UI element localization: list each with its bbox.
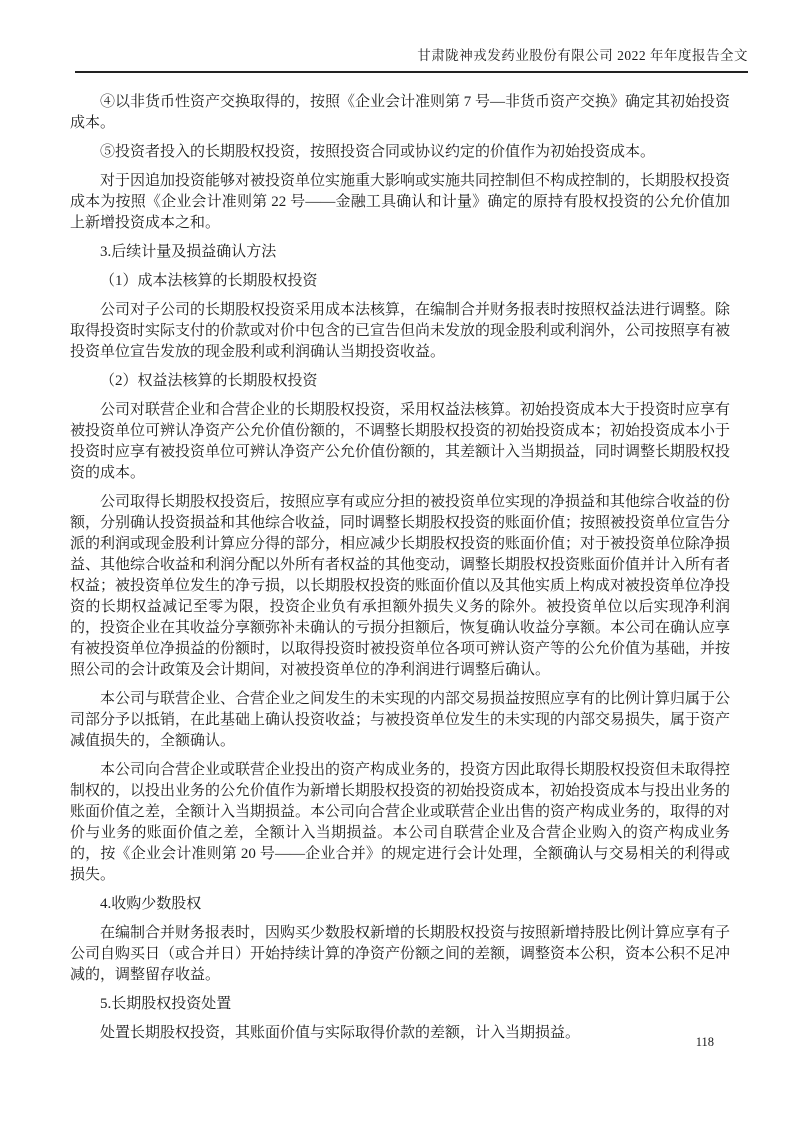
paragraph-circled-5: ⑤投资者投入的长期股权投资，按照投资合同或协议约定的价值作为初始投资成本。 — [100, 144, 656, 160]
heading-subsequent-measurement: 3.后续计量及损益确认方法 — [100, 244, 277, 260]
paragraph-additional-investment: 对于因追加投资能够对被投资单位实施重大影响或实施共同控制但不构成控制的，长期股权投资成本为按照《企业会计准则第 22 号——金融工具确认和计量》确定的原持有股权投资的公允价值加上新增投资成本之和。 — [70, 173, 731, 231]
heading-equity-method: （2）权益法核算的长期股权投资 — [100, 373, 318, 389]
paragraph-disposal: 处置长期股权投资，其账面价值与实际取得价款的差额，计入当期损益。 — [100, 1025, 581, 1041]
page-number: 118 — [695, 1035, 714, 1049]
page-header — [75, 46, 748, 73]
paragraph-unrealized-internal-transactions: 本公司与联营企业、合营企业之间发生的未实现的内部交易损益按照应享有的比例计算归属于公司部分予以抵销，在此基础上确认投资收益；与被投资单位发生的未实现的内部交易损失，属于资产减值损失的，全额确认。 — [70, 691, 731, 749]
heading-minority-equity-acquisition: 4.收购少数股权 — [100, 896, 202, 912]
paragraph-asset-contribution-business: 本公司向合营企业或联营企业投出的资产构成业务的，投资方因此取得长期股权投资但未取得控制权的，以投出业务的公允价值作为新增长期股权投资的初始投资成本，初始投资成本与投出业务的账面价值之差，全额计入当期损益。本公司向合营企业或联营企业出售的资产构成业务的，取得的对价与业务的账面价值之差，全额计入当期损益。本公司自联营企业及合营企业购入的资产构成业务的，按《企业会计准则第 20 号——企业合并》的规定进行会计处理，全额确认与交易相关的利得或损失。 — [70, 762, 731, 883]
document-body — [70, 92, 730, 1052]
paragraph-minority-equity-acquisition: 在编制合并财务报表时，因购买少数股权新增的长期股权投资与按照新增持股比例计算应享有子公司自购买日（或合并日）开始持续计算的净资产份额之间的差额，调整资本公积，资本公积不足冲减的，调整留存收益。 — [70, 925, 731, 983]
heading-disposal: 5.长期股权投资处置 — [100, 996, 232, 1012]
heading-cost-method: （1）成本法核算的长期股权投资 — [100, 273, 318, 289]
paragraph-equity-method-subsequent: 公司取得长期股权投资后，按照应享有或应分担的被投资单位实现的净损益和其他综合收益的份额，分别确认投资损益和其他综合收益，同时调整长期股权投资的账面价值；按照被投资单位宣告分派的利润或现金股利计算应分得的部分，相应减少长期股权投资的账面价值；对于被投资单位除净损益、其他综合收益和利润分配以外所有者权益的其他变动，调整长期股权投资账面价值并计入所有者权益；被投资单位发生的净亏损，以长期股权投资的账面价值以及其他实质上构成对被投资单位净投资的长期权益减记至零为限，投资企业负有承担额外损失义务的除外。被投资单位以后实现净利润的，投资企业在其收益分享额弥补未确认的亏损分担额后，恢复确认收益分享额。本公司在确认应享有被投资单位净损益的份额时，以取得投资时被投资单位各项可辨认资产等的公允价值为基础，并按照公司的会计政策及会计期间，对被投资单位的净利润进行调整后确认。 — [70, 494, 731, 678]
report-header-title: 甘肃陇神戎发药业股份有限公司 2022 年年度报告全文 — [417, 48, 748, 63]
paragraph-cost-method: 公司对子公司的长期股权投资采用成本法核算，在编制合并财务报表时按照权益法进行调整。除取得投资时实际支付的价款或对价中包含的已宣告但尚未发放的现金股利或利润外，公司按照享有被投资单位宣告发放的现金股利或利润确认当期投资收益。 — [70, 302, 731, 360]
paragraph-circled-4: ④以非货币性资产交换取得的，按照《企业会计准则第 7 号—非货币资产交换》确定其初始投资成本。 — [70, 94, 731, 131]
paragraph-equity-method-initial: 公司对联营企业和合营企业的长期股权投资，采用权益法核算。初始投资成本大于投资时应享有被投资单位可辨认净资产公允价值份额的，不调整长期股权投资的初始投资成本；初始投资成本小于投资时应享有被投资单位可辨认净资产公允价值份额的，其差额计入当期损益，同时调整长期股权投资的成本。 — [70, 402, 731, 481]
